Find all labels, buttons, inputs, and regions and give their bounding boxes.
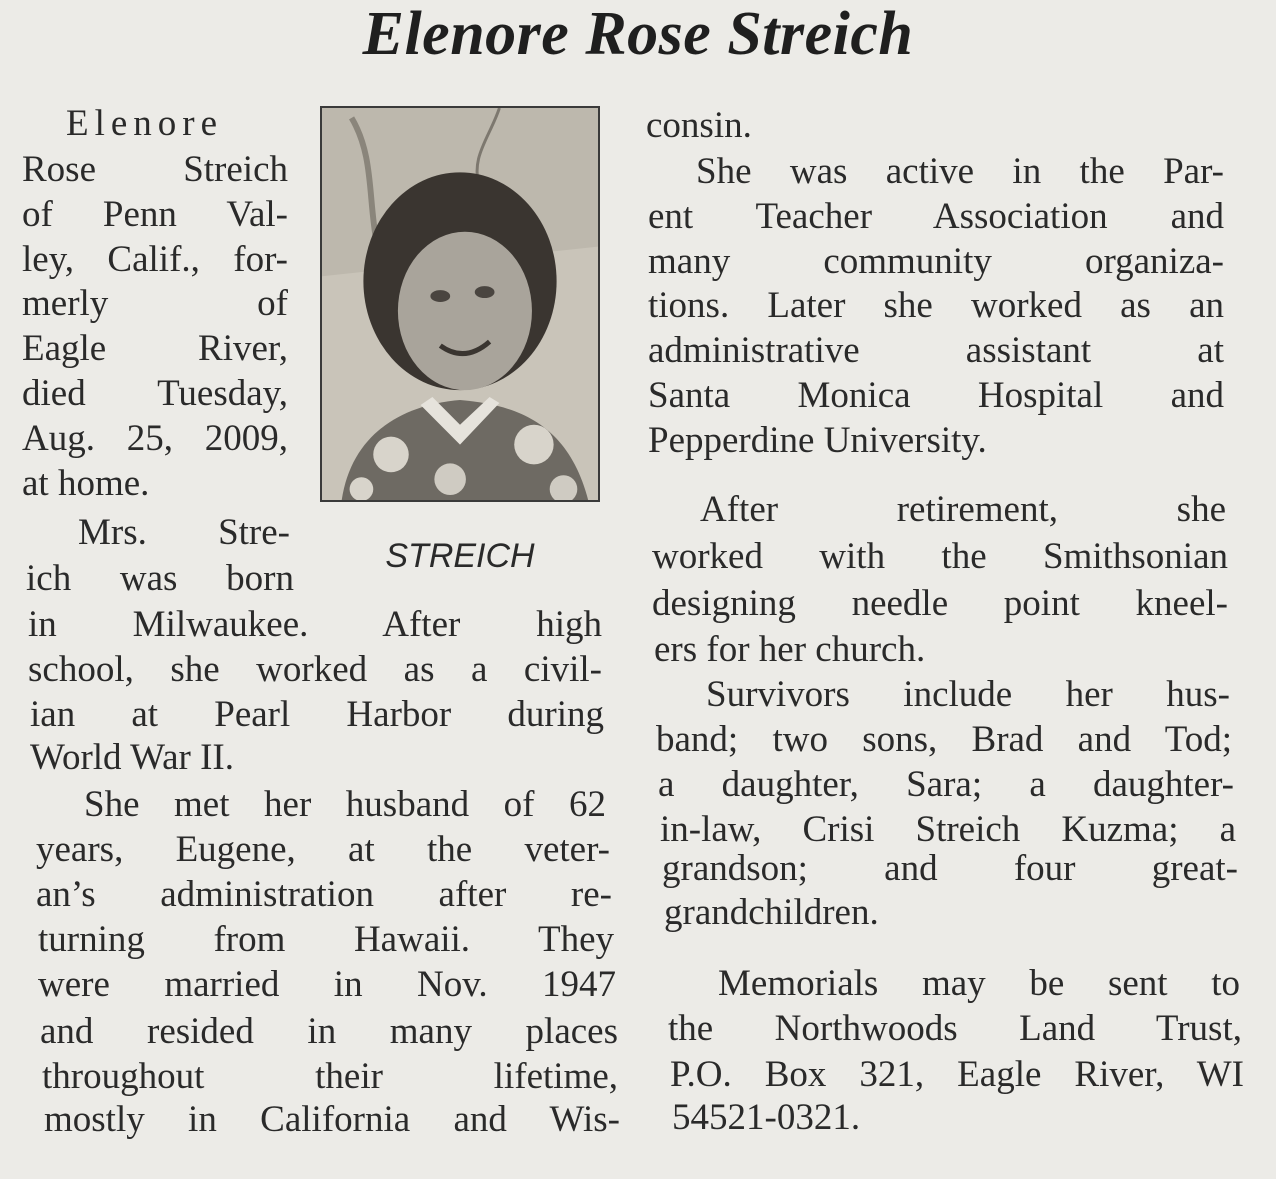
text-line: in-law, Crisi Streich Kuzma; a: [660, 809, 1236, 850]
portrait-image: [322, 108, 598, 500]
text-line: Survivors include her hus-: [706, 674, 1230, 715]
text-line: Eagle River,: [22, 328, 288, 369]
portrait-photo: [320, 106, 600, 502]
text-line: designing needle point kneel-: [652, 583, 1228, 624]
text-line: tions. Later she worked as an: [648, 285, 1224, 326]
text-line: Aug. 25, 2009,: [22, 418, 288, 459]
text-line: school, she worked as a civil-: [28, 649, 602, 690]
text-line: and resided in many places: [40, 1011, 618, 1052]
text-line: merly of: [22, 283, 288, 324]
text-line: an’s administration after re-: [36, 874, 612, 915]
text-line: throughout their lifetime,: [42, 1056, 618, 1097]
text-line: ent Teacher Association and: [648, 196, 1224, 237]
text-line: died Tuesday,: [22, 373, 288, 414]
text-line: She met her husband of 62: [84, 784, 606, 825]
text-line: Santa Monica Hospital and: [648, 375, 1224, 416]
text-line: After retirement, she: [700, 489, 1226, 530]
text-line: were married in Nov. 1947: [38, 964, 616, 1005]
text-line: in Milwaukee. After high: [28, 604, 602, 645]
text-line: of Penn Val-: [22, 194, 288, 235]
text-line: Rose Streich: [22, 149, 288, 190]
text-line: mostly in California and Wis-: [44, 1099, 620, 1140]
text-line: grandchildren.: [664, 892, 879, 933]
text-line: at home.: [22, 463, 150, 504]
photo-caption: STREICH: [385, 537, 535, 575]
text-line: World War II.: [30, 737, 234, 778]
text-line: She was active in the Par-: [696, 151, 1224, 192]
text-line: a daughter, Sara; a daughter-: [658, 764, 1234, 805]
text-line: Pepperdine University.: [648, 420, 987, 461]
text-line: 54521-0321.: [672, 1097, 861, 1138]
text-line: administrative assistant at: [648, 330, 1224, 371]
text-line: ers for her church.: [654, 629, 926, 670]
text-line: consin.: [646, 105, 752, 146]
text-line: turning from Hawaii. They: [38, 919, 614, 960]
text-line: worked with the Smithsonian: [652, 536, 1228, 577]
obituary-headline: Elenore Rose Streich: [362, 0, 914, 68]
text-line: grandson; and four great-: [662, 848, 1238, 889]
text-line: many community organiza-: [648, 241, 1224, 282]
text-line: Elenore: [66, 103, 224, 144]
text-line: band; two sons, Brad and Tod;: [656, 719, 1232, 760]
text-line: ich was born: [26, 558, 294, 599]
text-line: ian at Pearl Harbor during: [30, 694, 604, 735]
text-line: Mrs. Stre-: [78, 512, 290, 553]
text-line: Memorials may be sent to: [718, 963, 1240, 1004]
text-line: the Northwoods Land Trust,: [668, 1008, 1242, 1049]
text-line: ley, Calif., for-: [22, 239, 288, 280]
text-line: P.O. Box 321, Eagle River, WI: [670, 1054, 1244, 1095]
text-line: years, Eugene, at the veter-: [36, 829, 610, 870]
